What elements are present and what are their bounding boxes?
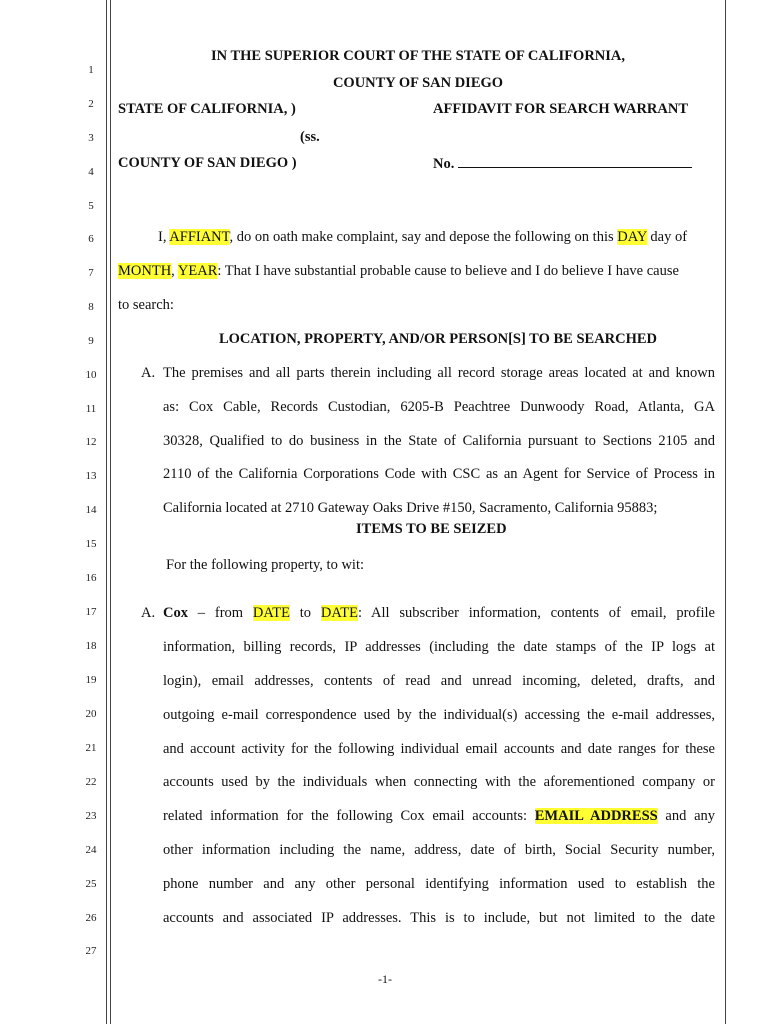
line-number: 4 bbox=[88, 166, 94, 178]
right-margin-rule bbox=[725, 0, 726, 1024]
line-number: 10 bbox=[85, 369, 97, 381]
line-number: 23 bbox=[85, 810, 97, 822]
line-number: 24 bbox=[85, 844, 97, 856]
cox-label: Cox bbox=[163, 605, 188, 621]
line-number: 27 bbox=[85, 945, 97, 957]
intro-line-3: to search: bbox=[118, 297, 174, 313]
items-line: other information including the name, address, date of birth, Social Security number, bbox=[163, 842, 715, 858]
line-number: 17 bbox=[85, 606, 97, 618]
case-number-label: No. bbox=[433, 156, 455, 172]
line-number: 15 bbox=[85, 538, 97, 550]
day-placeholder: DAY bbox=[617, 229, 647, 245]
line-number: 19 bbox=[85, 674, 97, 686]
items-line: and account activity for the following individual email accounts and date ranges for these bbox=[163, 741, 715, 757]
items-text: and any bbox=[657, 808, 716, 824]
items-item-marker: A. bbox=[141, 605, 156, 621]
location-line: 2110 of the California Corporations Code with CSC as an Agent for Service of Process in bbox=[163, 466, 715, 482]
items-first-line bbox=[163, 604, 715, 622]
items-line: accounts and associated IP addresses. This is to include, but not limited to the date bbox=[163, 910, 715, 926]
end-date-placeholder: DATE bbox=[320, 605, 358, 621]
location-line: The premises and all parts therein including all record storage areas located at and known bbox=[163, 365, 715, 381]
location-item-marker: A. bbox=[141, 365, 156, 381]
court-title: IN THE SUPERIOR COURT OF THE STATE OF CALIFORNIA, bbox=[210, 48, 626, 64]
line-number: 7 bbox=[88, 267, 94, 279]
intro-text: , do on oath make complaint, say and depose the following on this bbox=[229, 229, 618, 245]
line-number: 5 bbox=[88, 200, 94, 212]
line-number: 25 bbox=[85, 878, 97, 890]
document-title: AFFIDAVIT FOR SEARCH WARRANT bbox=[433, 101, 688, 117]
line-number: 2 bbox=[88, 98, 94, 110]
items-text: related information for the following Cox email accounts: bbox=[163, 808, 535, 824]
line-number: 1 bbox=[88, 64, 94, 76]
items-line: information, billing records, IP addresses (including the date stamps of the IP logs at bbox=[163, 639, 715, 655]
intro-text: I, bbox=[158, 229, 170, 245]
intro-text: : That I have substantial probable cause to believe and I do believe I have cause bbox=[217, 263, 679, 279]
page-number: -1- bbox=[378, 972, 392, 986]
state-line: STATE OF CALIFORNIA, ) bbox=[118, 101, 296, 117]
start-date-placeholder: DATE bbox=[252, 605, 290, 621]
case-number bbox=[433, 154, 692, 173]
items-line: login), email addresses, contents of read and unread incoming, deleted, drafts, and bbox=[163, 673, 715, 689]
intro-text: day of bbox=[646, 229, 688, 245]
county-line: COUNTY OF SAN DIEGO ) bbox=[118, 155, 297, 171]
line-number: 21 bbox=[85, 742, 97, 754]
items-heading: ITEMS TO BE SEIZED bbox=[356, 521, 507, 537]
left-margin-rule-inner bbox=[110, 0, 111, 1024]
intro-text: , bbox=[171, 263, 178, 279]
line-number: 6 bbox=[88, 233, 94, 245]
location-line: California located at 2710 Gateway Oaks Drive #150, Sacramento, California 95883; bbox=[163, 500, 658, 516]
line-number: 11 bbox=[85, 403, 97, 415]
year-placeholder: YEAR bbox=[177, 263, 218, 279]
items-line: phone number and any other personal identifying information used to establish the bbox=[163, 876, 715, 892]
items-line: outgoing e-mail correspondence used by the individual(s) accessing the e-mail addresses, bbox=[163, 707, 715, 723]
location-line: as: Cox Cable, Records Custodian, 6205-B Peachtree Dunwoody Road, Atlanta, GA bbox=[163, 399, 715, 415]
ss-marker: (ss. bbox=[300, 129, 320, 145]
items-intro: For the following property, to wit: bbox=[166, 557, 365, 573]
intro-line-2 bbox=[118, 262, 679, 280]
line-number: 20 bbox=[85, 708, 97, 720]
left-margin-rule-outer bbox=[106, 0, 107, 1024]
email-address-placeholder: EMAIL ADDRESS bbox=[534, 808, 658, 824]
items-text: – from bbox=[187, 605, 253, 621]
items-email-line bbox=[163, 807, 715, 825]
line-number: 3 bbox=[88, 132, 94, 144]
intro-line-1 bbox=[158, 228, 687, 246]
items-text: : All subscriber information, contents of email, profile bbox=[357, 605, 715, 621]
items-text: to bbox=[289, 605, 321, 621]
line-number: 16 bbox=[85, 572, 97, 584]
case-number-blank bbox=[458, 154, 692, 168]
line-number: 13 bbox=[85, 470, 97, 482]
line-number: 18 bbox=[85, 640, 97, 652]
line-number: 14 bbox=[85, 504, 97, 516]
location-heading: LOCATION, PROPERTY, AND/OR PERSON[S] TO BE SEARCHED bbox=[218, 331, 658, 347]
line-number: 9 bbox=[88, 335, 94, 347]
location-line: 30328, Qualified to do business in the State of California pursuant to Sections 2105 and bbox=[163, 433, 715, 449]
affiant-placeholder: AFFIANT bbox=[169, 229, 230, 245]
month-placeholder: MONTH bbox=[118, 263, 172, 279]
line-number: 26 bbox=[85, 912, 97, 924]
line-number: 8 bbox=[88, 301, 94, 313]
items-line: accounts used by the individuals when connecting with the aforementioned company or bbox=[163, 774, 715, 790]
line-number: 12 bbox=[85, 436, 97, 448]
county-title: COUNTY OF SAN DIEGO bbox=[332, 75, 504, 91]
line-number: 22 bbox=[85, 776, 97, 788]
